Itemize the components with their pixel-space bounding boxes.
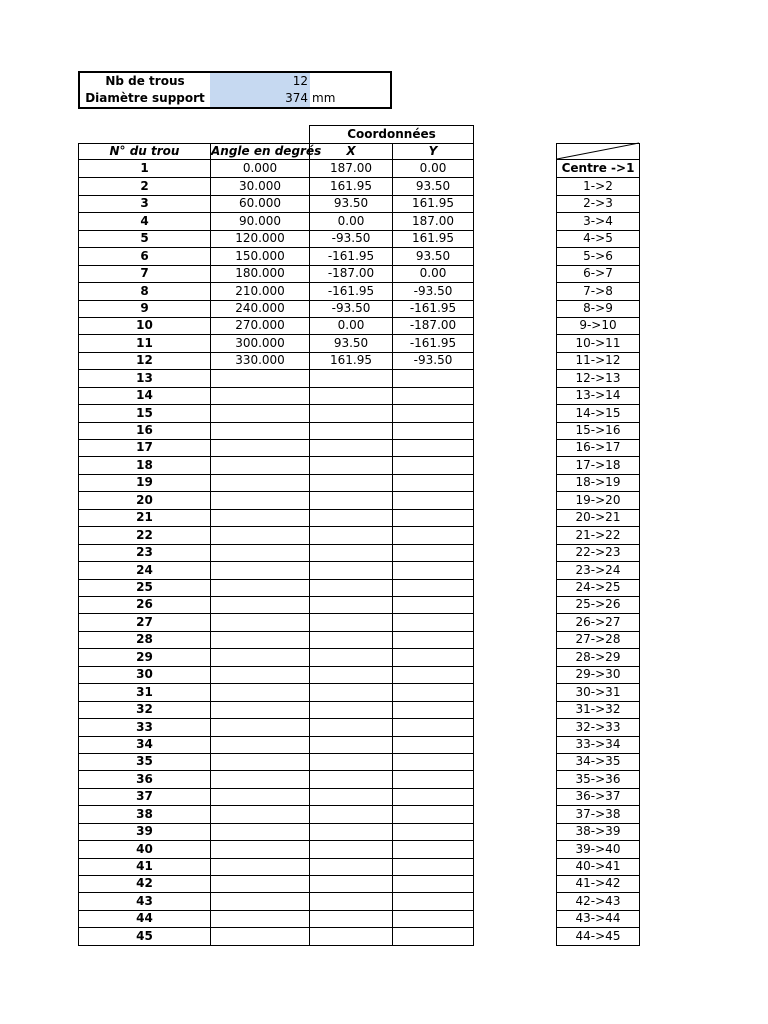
cell-x: -93.50 [309,230,392,248]
cell-hole-number: 13 [78,369,210,388]
cell-x: 161.95 [309,177,392,196]
cell-hole-number: 24 [78,561,210,580]
cell-hole-number: 3 [78,195,210,213]
cell-x [309,613,392,632]
cell-angle [210,736,309,754]
cell-angle [210,858,309,876]
cell-hole-number: 6 [78,247,210,266]
cell-x [309,666,392,684]
segment-cell: 36->37 [556,788,640,806]
cell-hole-number: 37 [78,788,210,806]
cell-hole-number: 45 [78,927,210,946]
header-y: Y [392,143,474,160]
segment-cell: 18->19 [556,474,640,492]
cell-x [309,439,392,457]
cell-angle [210,805,309,824]
segment-cell: 14->15 [556,404,640,423]
segment-cell: 20->21 [556,509,640,527]
segment-cell: 41->42 [556,875,640,893]
cell-hole-number: 9 [78,300,210,318]
cell-hole-number: 30 [78,666,210,684]
cell-y [392,456,474,475]
cell-x [309,683,392,702]
segment-cell: 17->18 [556,456,640,475]
segment-cell: 19->20 [556,491,640,510]
cell-y [392,631,474,649]
cell-x [309,648,392,667]
cell-y: -93.50 [392,282,474,301]
cell-x: -161.95 [309,247,392,266]
cell-angle [210,439,309,457]
cell-x [309,875,392,893]
cell-y [392,491,474,510]
cell-hole-number: 12 [78,352,210,370]
cell-angle [210,579,309,597]
cell-y [392,509,474,527]
cell-angle [210,718,309,737]
segment-cell: 32->33 [556,718,640,737]
cell-angle [210,456,309,475]
cell-x [309,526,392,545]
cell-angle [210,404,309,423]
cell-hole-number: 11 [78,334,210,353]
cell-x [309,509,392,527]
coordinates-group-header: Coordonnées [309,125,474,143]
cell-angle [210,596,309,614]
cell-y [392,648,474,667]
cell-y [392,927,474,946]
cell-x [309,736,392,754]
cell-x: -93.50 [309,300,392,318]
segment-cell: 6->7 [556,265,640,283]
cell-angle [210,770,309,789]
cell-y [392,858,474,876]
cell-hole-number: 4 [78,212,210,231]
cell-x [309,579,392,597]
cell-y: 93.50 [392,177,474,196]
cell-x [309,753,392,771]
cell-y [392,544,474,562]
segment-cell: 1->2 [556,177,640,196]
cell-x [309,491,392,510]
cell-hole-number: 40 [78,840,210,859]
segment-cell: 7->8 [556,282,640,301]
cell-hole-number: 36 [78,770,210,789]
segment-cell: 44->45 [556,927,640,946]
cell-angle: 240.000 [210,300,309,318]
cell-y: -93.50 [392,352,474,370]
holes-count-unit-cell [310,71,392,89]
cell-angle [210,666,309,684]
diameter-label: Diamètre support [78,89,210,109]
cell-angle [210,544,309,562]
cell-hole-number: 2 [78,177,210,196]
cell-x: 93.50 [309,334,392,353]
segment-cell: 4->5 [556,230,640,248]
cell-x: 0.00 [309,317,392,335]
cell-hole-number: 32 [78,701,210,719]
cell-angle [210,422,309,440]
cell-y [392,439,474,457]
cell-y [392,596,474,614]
segment-cell: 34->35 [556,753,640,771]
cell-angle: 270.000 [210,317,309,335]
segment-cell: 8->9 [556,300,640,318]
cell-y: 0.00 [392,265,474,283]
cell-y [392,422,474,440]
cell-hole-number: 23 [78,544,210,562]
cell-y [392,840,474,859]
cell-angle [210,910,309,928]
segment-cell: 23->24 [556,561,640,580]
cell-y [392,526,474,545]
cell-y [392,404,474,423]
segment-cell: 21->22 [556,526,640,545]
segment-cell: 15->16 [556,422,640,440]
segment-cell: Centre ->1 [556,160,640,178]
cell-x [309,422,392,440]
cell-angle [210,753,309,771]
cell-angle: 90.000 [210,212,309,231]
cell-hole-number: 26 [78,596,210,614]
cell-x [309,596,392,614]
cell-angle [210,701,309,719]
cell-hole-number: 17 [78,439,210,457]
cell-angle [210,683,309,702]
segment-cell: 2->3 [556,195,640,213]
cell-angle [210,387,309,405]
cell-y [392,805,474,824]
cell-angle: 330.000 [210,352,309,370]
cell-y [392,561,474,580]
cell-hole-number: 18 [78,456,210,475]
cell-x [309,910,392,928]
cell-hole-number: 5 [78,230,210,248]
cell-hole-number: 1 [78,160,210,178]
cell-y [392,701,474,719]
header-x: X [309,143,392,160]
cell-angle: 180.000 [210,265,309,283]
cell-angle: 0.000 [210,160,309,178]
segment-cell: 16->17 [556,439,640,457]
segment-cell: 9->10 [556,317,640,335]
cell-x [309,631,392,649]
cell-angle [210,892,309,911]
holes-count-label: Nb de trous [78,71,210,89]
cell-hole-number: 16 [78,422,210,440]
cell-y [392,736,474,754]
cell-y [392,770,474,789]
segment-cell: 40->41 [556,858,640,876]
cell-angle [210,369,309,388]
cell-x [309,805,392,824]
cell-y [392,579,474,597]
cell-y [392,718,474,737]
segment-cell: 33->34 [556,736,640,754]
cell-y [392,892,474,911]
cell-hole-number: 39 [78,823,210,841]
cell-y [392,369,474,388]
cell-angle [210,648,309,667]
cell-y: 0.00 [392,160,474,178]
segment-cell: 11->12 [556,352,640,370]
cell-angle [210,840,309,859]
cell-hole-number: 28 [78,631,210,649]
cell-y: 93.50 [392,247,474,266]
segment-cell: 37->38 [556,805,640,824]
cell-angle: 60.000 [210,195,309,213]
cell-hole-number: 35 [78,753,210,771]
cell-x: 161.95 [309,352,392,370]
cell-angle [210,491,309,510]
cell-hole-number: 44 [78,910,210,928]
cell-hole-number: 14 [78,387,210,405]
cell-hole-number: 25 [78,579,210,597]
cell-hole-number: 27 [78,613,210,632]
cell-y: 187.00 [392,212,474,231]
cell-x [309,840,392,859]
cell-angle: 210.000 [210,282,309,301]
cell-hole-number: 29 [78,648,210,667]
cell-y [392,613,474,632]
cell-hole-number: 7 [78,265,210,283]
segment-cell: 12->13 [556,369,640,388]
cell-hole-number: 20 [78,491,210,510]
cell-x [309,561,392,580]
cell-y [392,666,474,684]
segment-cell: 25->26 [556,596,640,614]
segment-cell: 30->31 [556,683,640,702]
diagonal-line-icon [557,143,639,160]
cell-x: 0.00 [309,212,392,231]
cell-hole-number: 33 [78,718,210,737]
cell-y: -187.00 [392,317,474,335]
cell-angle [210,875,309,893]
cell-x [309,770,392,789]
cell-y: -161.95 [392,334,474,353]
cell-angle [210,474,309,492]
cell-angle [210,823,309,841]
cell-hole-number: 43 [78,892,210,911]
cell-x: -187.00 [309,265,392,283]
segment-cell: 31->32 [556,701,640,719]
cell-x: 187.00 [309,160,392,178]
cell-angle [210,509,309,527]
cell-x [309,369,392,388]
holes-count-value[interactable]: 12 [210,71,310,89]
cell-y [392,387,474,405]
cell-angle [210,561,309,580]
cell-y: -161.95 [392,300,474,318]
cell-angle: 150.000 [210,247,309,266]
cell-x [309,892,392,911]
cell-x: -161.95 [309,282,392,301]
cell-hole-number: 19 [78,474,210,492]
segment-cell: 28->29 [556,648,640,667]
cell-hole-number: 22 [78,526,210,545]
cell-angle: 30.000 [210,177,309,196]
cell-hole-number: 38 [78,805,210,824]
segment-cell: 22->23 [556,544,640,562]
cell-hole-number: 8 [78,282,210,301]
cell-x [309,474,392,492]
cell-angle [210,526,309,545]
segment-cell: 24->25 [556,579,640,597]
segment-cell: 26->27 [556,613,640,632]
segment-cell: 3->4 [556,212,640,231]
cell-y [392,474,474,492]
cell-x [309,544,392,562]
cell-x [309,456,392,475]
cell-y [392,910,474,928]
cell-x [309,858,392,876]
cell-angle [210,613,309,632]
cell-hole-number: 15 [78,404,210,423]
cell-y: 161.95 [392,230,474,248]
header-hole-number: N° du trou [78,143,210,160]
segment-cell: 39->40 [556,840,640,859]
segment-cell: 29->30 [556,666,640,684]
cell-x [309,701,392,719]
cell-y [392,875,474,893]
cell-x [309,788,392,806]
cell-hole-number: 42 [78,875,210,893]
diameter-unit: mm [310,89,392,109]
segment-cell: 5->6 [556,247,640,266]
cell-hole-number: 34 [78,736,210,754]
cell-y [392,788,474,806]
segment-cell: 13->14 [556,387,640,405]
segment-cell: 43->44 [556,910,640,928]
cell-angle [210,788,309,806]
segment-cell: 35->36 [556,770,640,789]
cell-angle: 120.000 [210,230,309,248]
cell-x [309,404,392,423]
cell-y: 161.95 [392,195,474,213]
header-angle: Angle en degrés [211,144,322,158]
cell-angle: 300.000 [210,334,309,353]
cell-x [309,387,392,405]
segment-cell: 27->28 [556,631,640,649]
segment-cell: 42->43 [556,892,640,911]
diameter-value[interactable]: 374 [210,89,310,109]
segment-cell: 10->11 [556,334,640,353]
cell-x [309,718,392,737]
cell-hole-number: 10 [78,317,210,335]
segment-cell: 38->39 [556,823,640,841]
cell-hole-number: 41 [78,858,210,876]
cell-x [309,927,392,946]
cell-x: 93.50 [309,195,392,213]
cell-y [392,753,474,771]
cell-hole-number: 21 [78,509,210,527]
cell-y [392,683,474,702]
cell-hole-number: 31 [78,683,210,702]
cell-angle [210,631,309,649]
cell-x [309,823,392,841]
cell-angle [210,927,309,946]
cell-y [392,823,474,841]
